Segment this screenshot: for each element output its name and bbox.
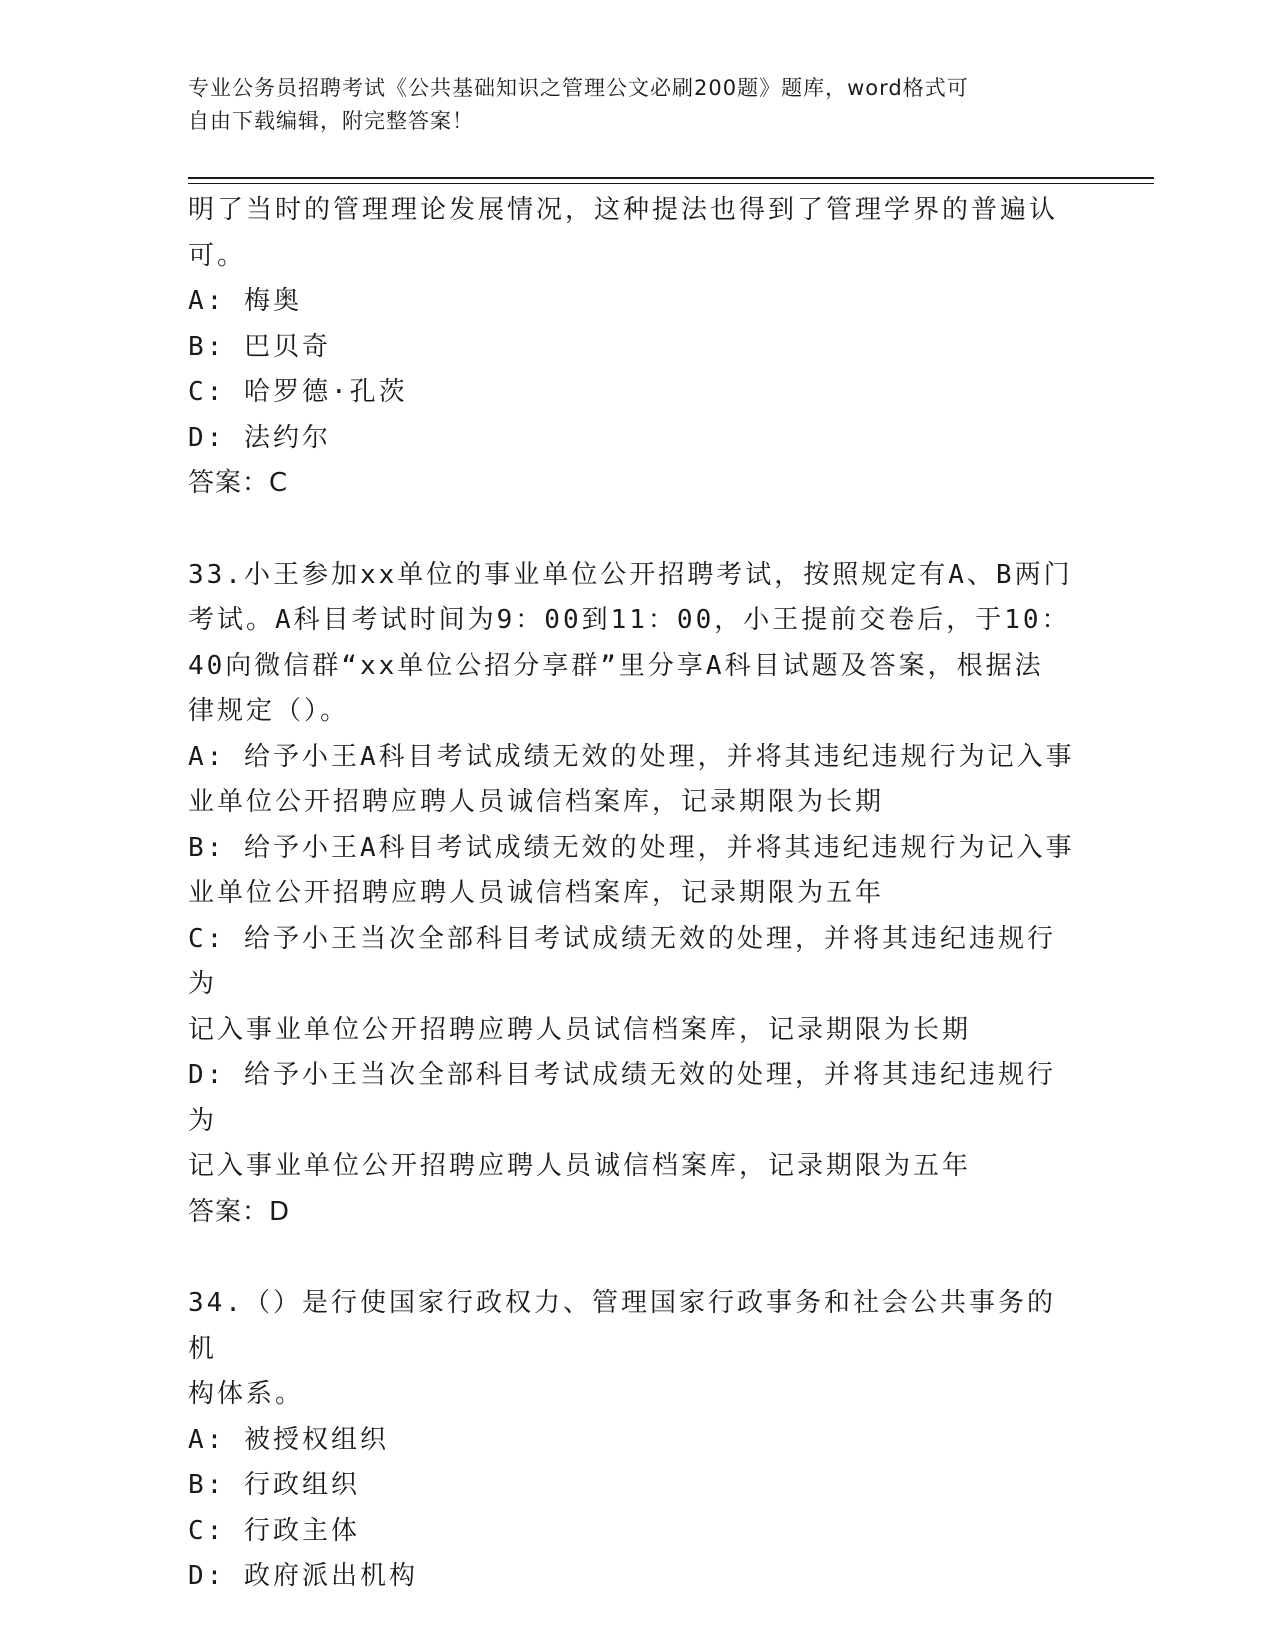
option-a-cont: 业单位公开招聘应聘人员诚信档案库，记录期限为长期 — [188, 787, 885, 817]
page-header — [188, 72, 1068, 138]
question-stem-line: 明了当时的管理理论发展情况，这种提法也得到了管理学界的普遍认 — [188, 195, 1059, 225]
question-stem-line: 律规定（）。 — [188, 696, 350, 726]
question-33 — [188, 553, 1078, 1236]
header-rule-thick — [188, 177, 1154, 179]
document-body — [188, 188, 1078, 1600]
header-rule-thin — [188, 183, 1154, 184]
question-stem-line: 构体系。 — [188, 1379, 305, 1409]
option-c-cont: 记入事业单位公开招聘应聘人员试信档案库，记录期限为长期 — [188, 1014, 972, 1045]
question-stem-line: 考试。A科目考试时间为9：00到11：00，小王提前交卷后，于10： — [188, 605, 1071, 635]
question-stem-line: 可。 — [188, 240, 247, 271]
spacer — [188, 507, 1078, 553]
question-stem-line: 34.（）是行使国家行政权力、管理国家行政事务和社会公共事务的机 — [188, 1288, 1056, 1364]
question-34 — [188, 1281, 1078, 1600]
option-b: B: 给予小王A科目考试成绩无效的处理，并将其违纪违规行为记入事 — [188, 832, 1075, 863]
header-line-2: 自由下载编辑，附完整答案！ — [188, 109, 474, 133]
question-stem-line: 40向微信群“xx单位公招分享群”里分享A科目试题及答案，根据法 — [188, 650, 1044, 681]
option-c: C: 哈罗德·孔茨 — [188, 377, 408, 407]
option-d: D: 政府派出机构 — [188, 1561, 418, 1591]
option-b-cont: 业单位公开招聘应聘人员诚信档案库，记录期限为五年 — [188, 878, 885, 908]
question-stem-line: 33.小王参加xx单位的事业单位公开招聘考试，按照规定有A、B两门 — [188, 559, 1073, 590]
option-a: A: 被授权组织 — [188, 1424, 389, 1455]
answer-line: 答案：C — [188, 468, 289, 498]
option-a: A: 给予小王A科目考试成绩无效的处理，并将其违纪违规行为记入事 — [188, 741, 1075, 772]
option-a: A: 梅奥 — [188, 286, 302, 316]
answer-line: 答案：D — [188, 1196, 291, 1227]
question-32 — [188, 188, 1078, 507]
option-d: D: 法约尔 — [188, 422, 331, 453]
option-b: B: 巴贝奇 — [188, 331, 331, 362]
header-line-1: 专业公务员招聘考试《公共基础知识之管理公文必刷200题》题库，word格式可 — [188, 76, 969, 100]
option-d-cont: 记入事业单位公开招聘应聘人员诚信档案库，记录期限为五年 — [188, 1151, 972, 1181]
option-d: D: 给予小王当次全部科目考试成绩无效的处理，并将其违纪违规行为 — [188, 1060, 1056, 1136]
spacer — [188, 1235, 1078, 1281]
option-b: B: 行政组织 — [188, 1470, 360, 1500]
option-c: C: 行政主体 — [188, 1515, 360, 1546]
option-c: C: 给予小王当次全部科目考试成绩无效的处理，并将其违纪违规行为 — [188, 923, 1056, 999]
